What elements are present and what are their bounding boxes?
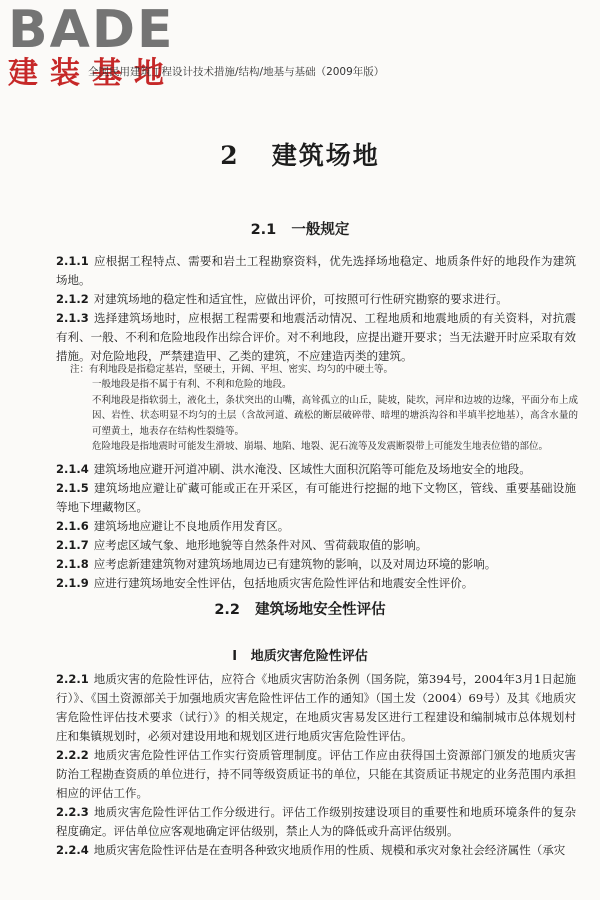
clause bbox=[56, 555, 576, 574]
subsection-name: 地质灾害危险性评估 bbox=[250, 649, 368, 664]
clause bbox=[56, 536, 576, 555]
clauses-2-1-part-1 bbox=[56, 252, 576, 366]
section-number: 2.1 bbox=[250, 222, 277, 238]
clause-text: 应考虑区域气象、地形地貌等自然条件对风、雪荷载取值的影响。 bbox=[93, 538, 428, 552]
clauses-2-1-part-2 bbox=[56, 460, 576, 593]
clause-text: 地质灾害危险性评估工作实行资质管理制度。评估工作应由获得国土资源部门颁发的地质灾害防治工程勘查资质的单位进行，持不同等级资质证书的单位，只能在其资质证书规定的业务范围内承担相应的评估工作。 bbox=[56, 748, 576, 800]
clause-number: 2.1.1 bbox=[56, 254, 89, 268]
subsection-number: Ⅰ bbox=[232, 649, 238, 664]
clause-number: 2.1.5 bbox=[56, 481, 89, 495]
clause bbox=[56, 841, 576, 860]
clause bbox=[56, 670, 576, 746]
clause-number: 2.2.3 bbox=[56, 805, 89, 819]
section-title-2-1 bbox=[0, 218, 600, 239]
clause-text: 应考虑新建建筑物对建筑场地周边已有建筑物的影响，以及对周边环境的影响。 bbox=[93, 557, 497, 571]
note-line: 不利地段是指软弱土，液化土，条状突出的山嘴，高耸孤立的山丘，陡坡，陡坎，河岸和边坡的边缘，平面分布上成因、岩性、状态明显不均匀的土层（含故河道、疏松的断层破碎带、暗埋的塘浜沟谷和半填半挖地基），高含水量的可塑黄土，地表存在结构性裂缝等。 bbox=[92, 394, 578, 437]
clauses-2-2 bbox=[56, 670, 576, 860]
clause-text: 对建筑场地的稳定性和适宜性，应做出评价，可按照可行性研究勘察的要求进行。 bbox=[93, 292, 508, 306]
clause bbox=[56, 479, 576, 517]
clause-number: 2.1.3 bbox=[56, 311, 89, 325]
note-line: 危险地段是指地震时可能发生滑坡、崩塌、地陷、地裂、泥石流等及发震断裂带上可能发生地表位错的部位。 bbox=[92, 441, 549, 452]
section-number: 2.2 bbox=[214, 602, 241, 618]
clause-text: 地质灾害危险性评估是在查明各种致灾地质作用的性质、规模和承灾对象社会经济属性（承灾 bbox=[93, 843, 566, 857]
section-title-2-2 bbox=[0, 598, 600, 619]
clause-text: 应根据工程特点、需要和岩土工程勘察资料，优先选择场地稳定、地质条件好的地段作为建筑场地。 bbox=[56, 254, 576, 287]
clause-number: 2.1.9 bbox=[56, 576, 89, 590]
note-line: 一般地段是指不属于有利、不利和危险的地段。 bbox=[92, 379, 292, 390]
clause-text: 选择建筑场地时，应根据工程需要和地震活动情况、工程地质和地震地质的有关资料，对抗震有利、一般、不利和危险地段作出综合评价。对不利地段，应提出避开要求；当无法避开时应采取有效措施。对危险地段，严禁建造甲、乙类的建筑，不应建造丙类的建筑。 bbox=[56, 311, 576, 363]
clause bbox=[56, 517, 576, 536]
clause bbox=[56, 290, 576, 309]
note-lead: 注：有利地段是指稳定基岩，坚硬土，开阔、平坦、密实、均匀的中硬土等。 bbox=[70, 364, 394, 375]
section-name: 一般规定 bbox=[291, 222, 350, 238]
clause-text: 建筑场地应避开河道冲刷、洪水淹没、区域性大面积沉陷等可能危及场地安全的地段。 bbox=[93, 462, 531, 476]
clause-number: 2.1.7 bbox=[56, 538, 89, 552]
site-category-note bbox=[70, 362, 578, 455]
clause-text: 地质灾害的危险性评估，应符合《地质灾害防治条例（国务院，第394号，2004年3月1日起施行）》、《国土资源部关于加强地质灾害危险性评估工作的通知》（国土发（2004）69号）及其《地质灾害危险性评估技术要求（试行）》的相关规定，在地质灾害易发区进行工程建设和编制城市总体规划村庄和集镇规划时，必须对建设用地和规划区进行地质灾害危险性评估。 bbox=[56, 672, 576, 743]
clause-text: 应进行建筑场地安全性评估，包括地质灾害危险性评估和地震安全性评价。 bbox=[93, 576, 474, 590]
clause bbox=[56, 309, 576, 366]
clause-number: 2.1.8 bbox=[56, 557, 89, 571]
chapter-number: 2 bbox=[220, 141, 240, 170]
section-name: 建筑场地安全性评估 bbox=[255, 602, 386, 618]
clause-number: 2.2.1 bbox=[56, 672, 89, 686]
chapter-name: 建筑场地 bbox=[271, 141, 380, 170]
clause-number: 2.1.6 bbox=[56, 519, 89, 533]
clause bbox=[56, 252, 576, 290]
clause bbox=[56, 746, 576, 803]
chapter-title bbox=[0, 136, 600, 172]
clause-number: 2.1.4 bbox=[56, 462, 89, 476]
clause-number: 2.1.2 bbox=[56, 292, 89, 306]
clause-text: 地质灾害危险性评估工作分级进行。评估工作级别按建设项目的重要性和地质环境条件的复杂程度确定。评估单位应客观地确定评估级别，禁止人为的降低或升高评估级别。 bbox=[56, 805, 576, 838]
clause-number: 2.2.4 bbox=[56, 843, 89, 857]
clause-text: 建筑场地应避让矿藏可能或正在开采区，有可能进行挖掘的地下文物区，管线、重要基础设施等地下埋藏物区。 bbox=[56, 481, 576, 514]
logo-text: BADE bbox=[8, 0, 175, 60]
subsection-title bbox=[0, 645, 600, 664]
running-head: 全国民用建筑工程设计技术措施/结构/地基与基础（2009年版） bbox=[88, 66, 385, 78]
clause bbox=[56, 574, 576, 593]
clause-number: 2.2.2 bbox=[56, 748, 89, 762]
clause bbox=[56, 460, 576, 479]
clause-text: 建筑场地应避让不良地质作用发育区。 bbox=[93, 519, 290, 533]
logo-subtitle: 建装基地 bbox=[8, 56, 176, 91]
clause bbox=[56, 803, 576, 841]
